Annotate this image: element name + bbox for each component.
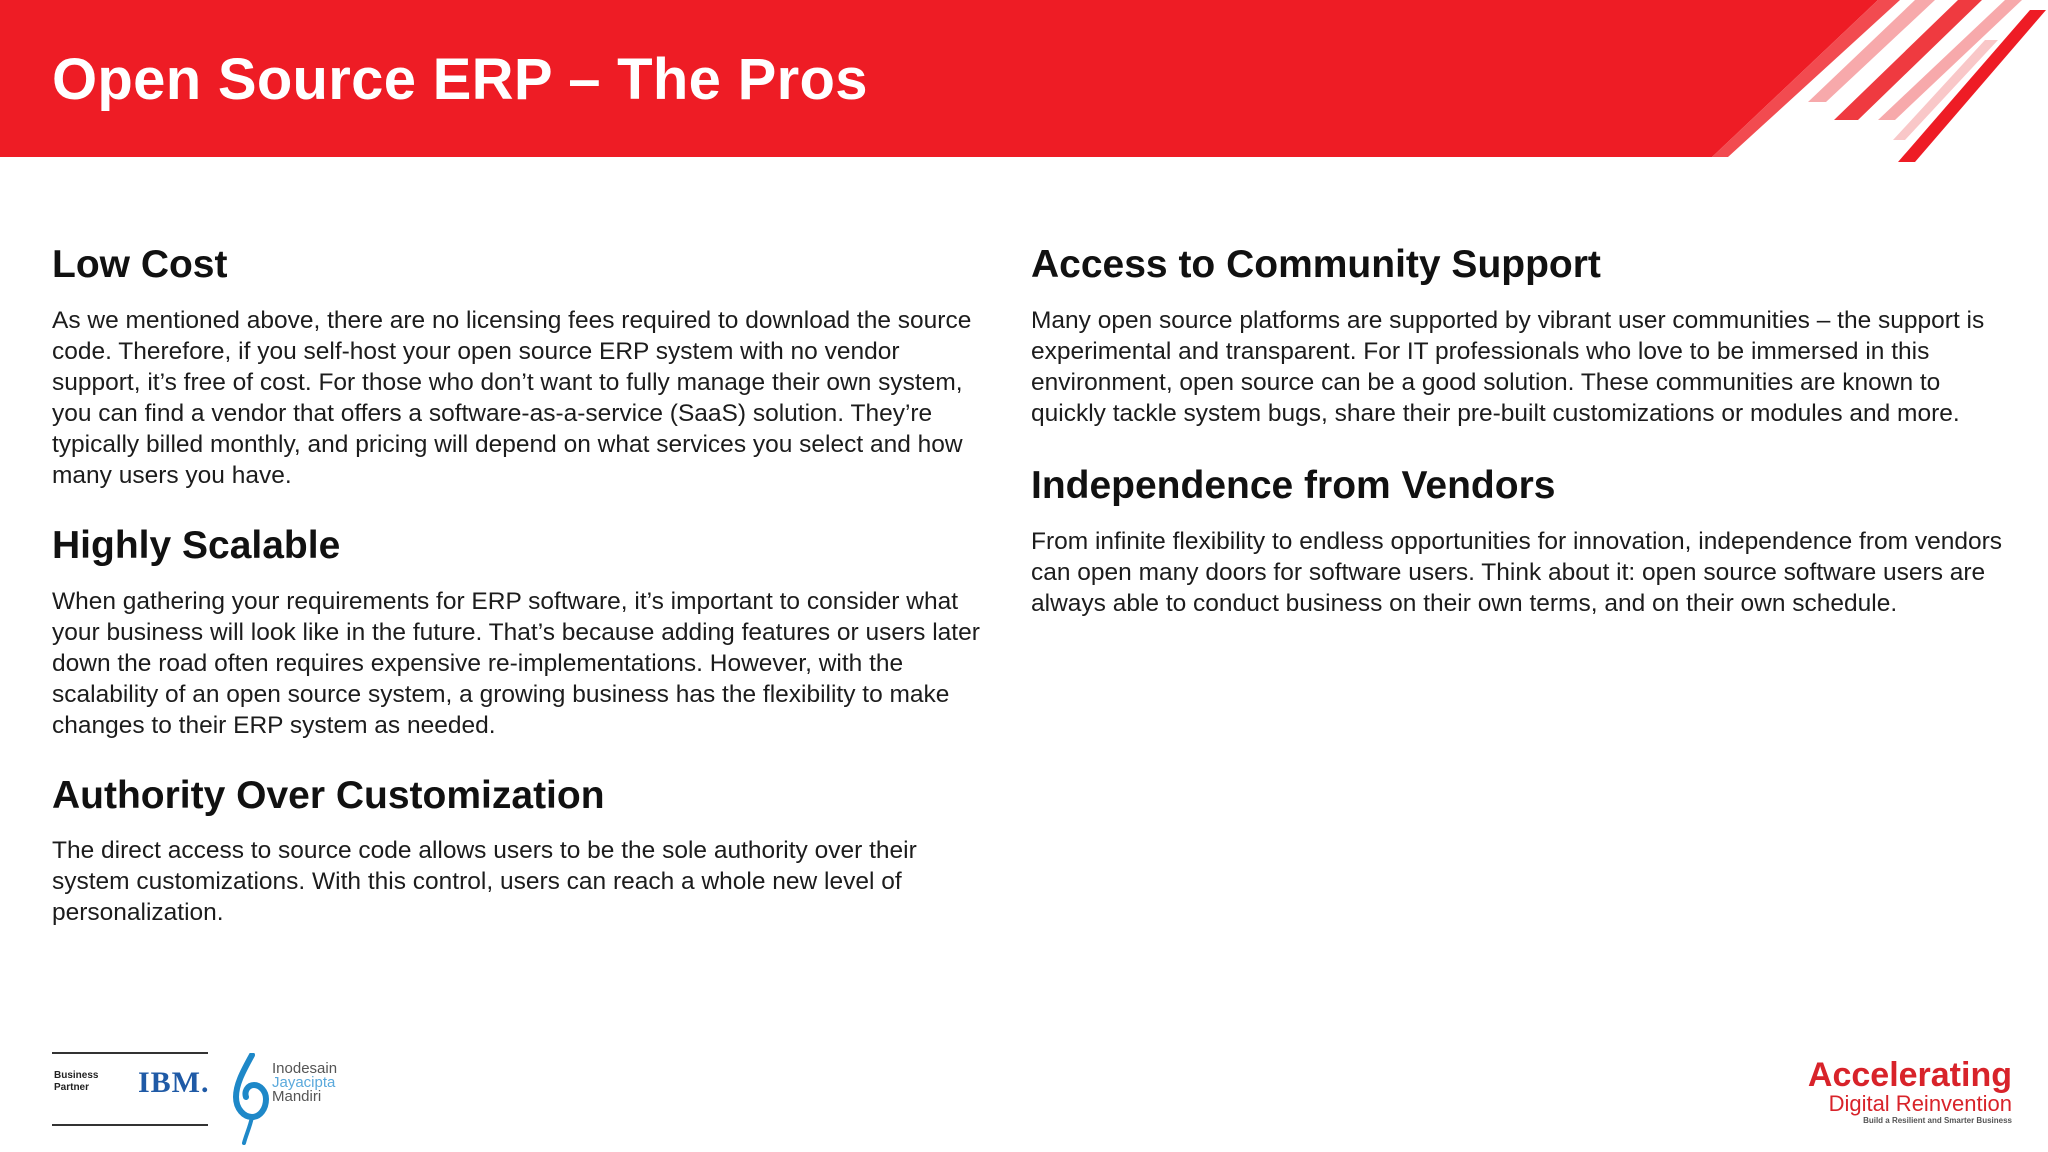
partner-logos: [52, 1045, 362, 1145]
inodesain-logo-text: [272, 1062, 337, 1104]
section-low-cost: [52, 242, 982, 491]
section-independence-from-vendors: [1031, 463, 2016, 619]
accelerating-logo: [1808, 1058, 2012, 1126]
inodesain-line3: Mandiri: [272, 1088, 322, 1105]
tagline-line2: Digital Reinvention: [1828, 1091, 2012, 1116]
tagline-line1: Accelerating: [1807, 1056, 2012, 1094]
section-heading: Highly Scalable: [52, 523, 341, 567]
section-community-support: [1031, 242, 2016, 429]
section-body: When gathering your requirements for ERP software, it’s important to consider what your business will look like in the future. That’s because adding features or users later down the road often requires expensive re-implementations. However, with the scalability of an open source system, a growing business has the flexibility to make changes to their ERP system as needed.: [52, 587, 980, 739]
section-authority-over-customization: [52, 773, 982, 929]
business-partner-line1: Business: [54, 1070, 99, 1081]
section-body: Many open source platforms are supported by vibrant user communities – the support is experimental and transparent. For IT professionals who love to be immersed in this environment, open source can be a good solution. These communities are known to quickly tackle system bugs, share their pre-built customizations or modules and more.: [1031, 306, 1985, 427]
section-heading: Independence from Vendors: [1031, 463, 1556, 507]
inodesain-drop-logo-icon: [232, 1053, 272, 1145]
section-body: From infinite flexibility to endless opportunities for innovation, independence from vendors can open many doors for software users. Think about it: open source software users are always able to conduct business on their own terms, and on their own schedule.: [1031, 527, 2003, 617]
section-highly-scalable: [52, 523, 982, 741]
right-column: [1031, 242, 2016, 653]
left-column: [52, 242, 982, 960]
inodesain-line2: Jayacipta: [272, 1074, 336, 1091]
inodesain-line1: Inodesain: [272, 1060, 338, 1077]
slide-title: Open Source ERP – The Pros: [52, 47, 868, 112]
business-partner-line2: Partner: [54, 1082, 90, 1093]
section-heading: Authority Over Customization: [52, 773, 605, 817]
header-banner: [0, 0, 2048, 162]
business-partner-label: [54, 1070, 98, 1094]
ibm-logo: IBM.: [138, 1066, 210, 1099]
section-body: As we mentioned above, there are no licensing fees required to download the source code. Therefore, if you self-host your open source ERP system with no vendor support, it’s free of cost. For those who don’t want to fully manage their own system, you can find a vendor that offers a software-as-a-service (SaaS) solution. They’re typically billed monthly, and pricing will depend on what services you select and how many users you have.: [52, 306, 972, 489]
section-heading: Access to Community Support: [1031, 243, 1601, 286]
section-heading: Low Cost: [52, 243, 228, 286]
section-body: The direct access to source code allows users to be the sole authority over their system customizations. With this control, users can reach a whole new level of personalization.: [52, 837, 917, 927]
tagline-line3: Build a Resilient and Smarter Business: [1863, 1116, 2012, 1125]
ibm-business-partner-logo: [52, 1052, 208, 1126]
